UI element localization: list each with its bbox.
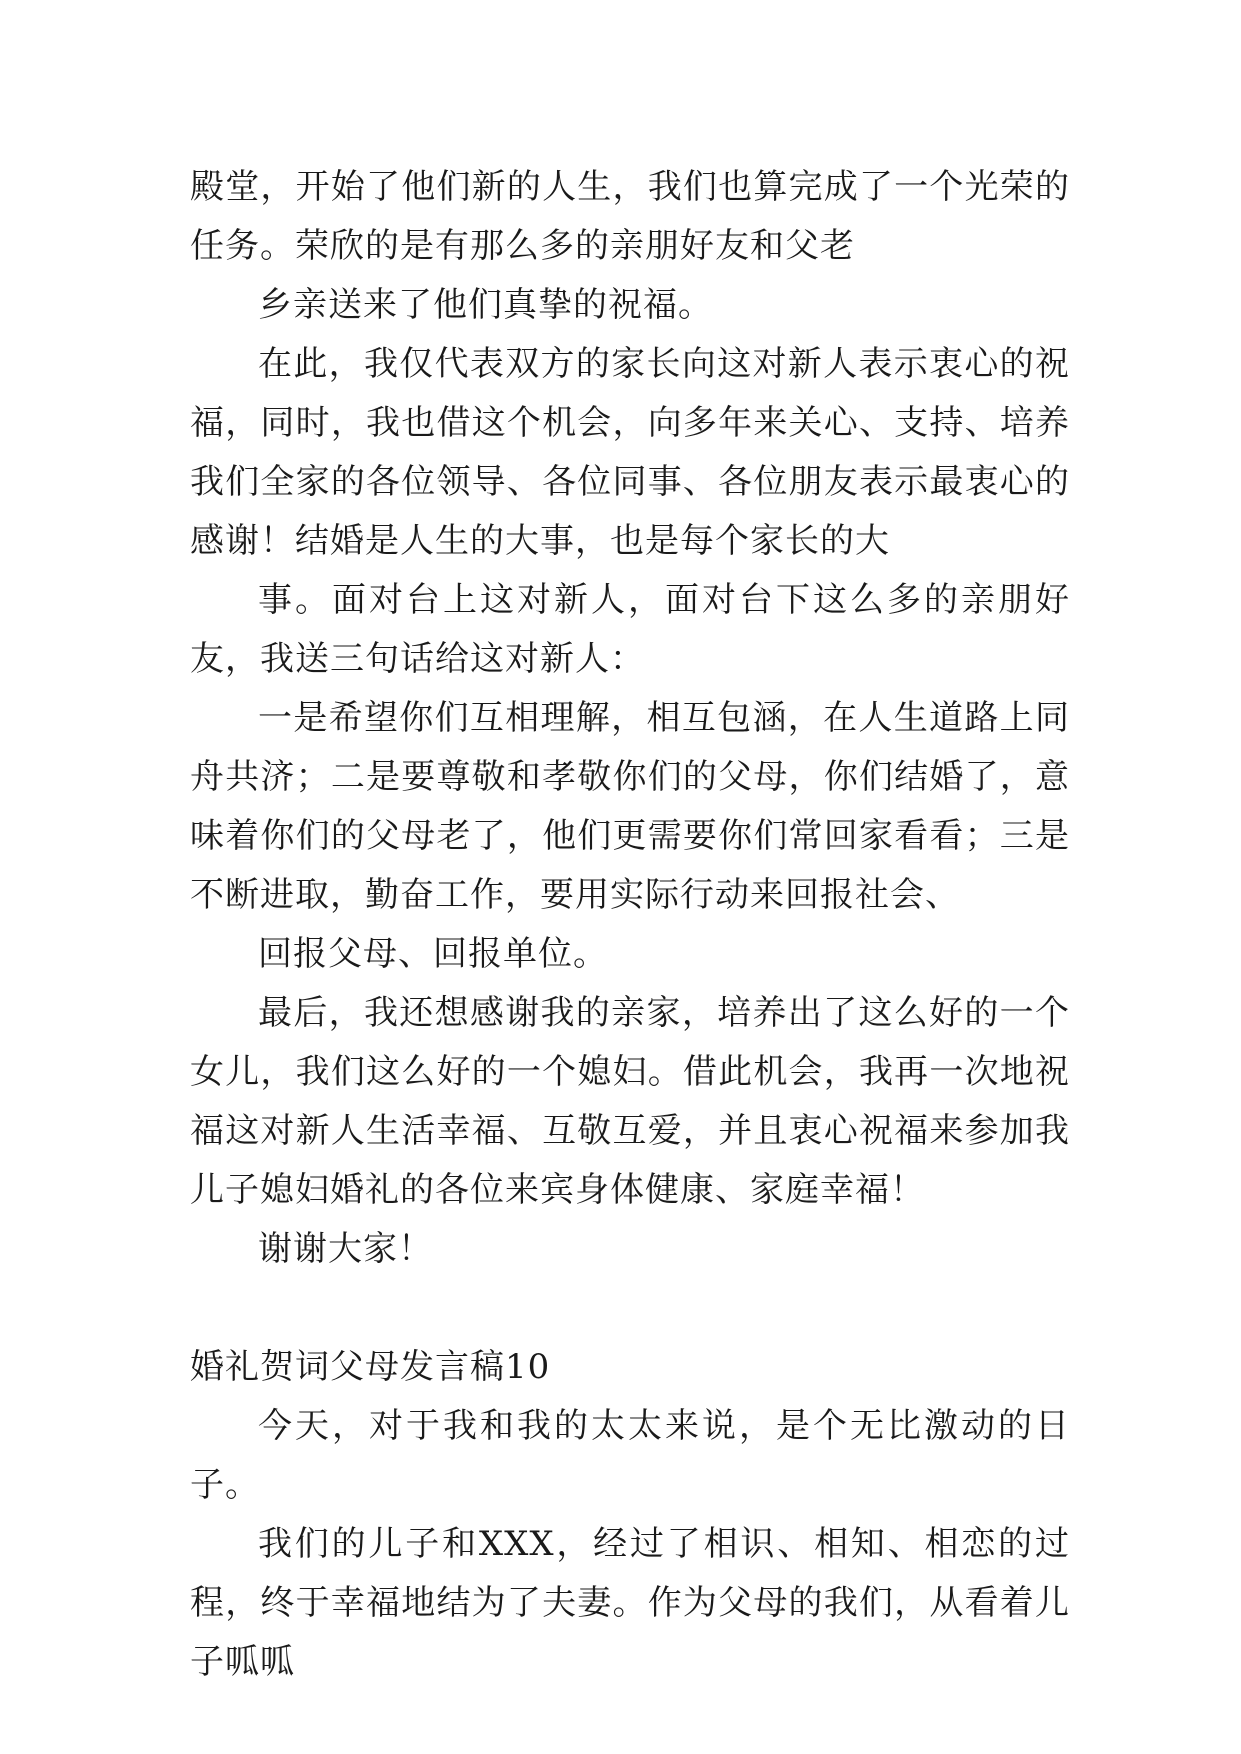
document-body: [190, 158, 1070, 1692]
section-title: 婚礼贺词父母发言稿10: [190, 1347, 551, 1387]
paragraph-3: 在此，我仅代表双方的家长向这对新人表示衷心的祝福，同时，我也借这个机会，向多年来关心、支持、培养我们全家的各位领导、各位同事、各位朋友表示最衷心的感谢！结婚是人生的大事，也是每个家长的大: [190, 344, 1070, 561]
paragraph-6: 回报父母、回报单位。: [258, 934, 608, 974]
paragraph-7: 最后，我还想感谢我的亲家，培养出了这么好的一个女儿，我们这么好的一个媳妇。借此机会，我再一次地祝福这对新人生活幸福、互敬互爱，并且衷心祝福来参加我儿子媳妇婚礼的各位来宾身体健康、家庭幸福！: [190, 993, 1070, 1210]
paragraph-1: 殿堂，开始了他们新的人生，我们也算完成了一个光荣的任务。荣欣的是有那么多的亲朋好友和父老: [190, 167, 1070, 266]
paragraph-5: 一是希望你们互相理解，相互包涵，在人生道路上同舟共济；二是要尊敬和孝敬你们的父母，你们结婚了，意味着你们的父母老了，他们更需要你们常回家看看；三是不断进取，勤奋工作，要用实际行动来回报社会、: [190, 698, 1070, 915]
paragraph-4: 事。面对台上这对新人，面对台下这么多的亲朋好友，我送三句话给这对新人：: [190, 580, 1070, 679]
paragraph-2: 乡亲送来了他们真挚的祝福。: [258, 285, 713, 325]
section-paragraph-2: 我们的儿子和XXX，经过了相识、相知、相恋的过程，终于幸福地结为了夫妻。作为父母的我们，从看着儿子呱呱: [190, 1524, 1070, 1682]
section-spacer: [190, 1279, 1070, 1338]
paragraph-8: 谢谢大家！: [258, 1229, 433, 1269]
section-paragraph-1: 今天，对于我和我的太太来说，是个无比激动的日子。: [190, 1406, 1070, 1505]
